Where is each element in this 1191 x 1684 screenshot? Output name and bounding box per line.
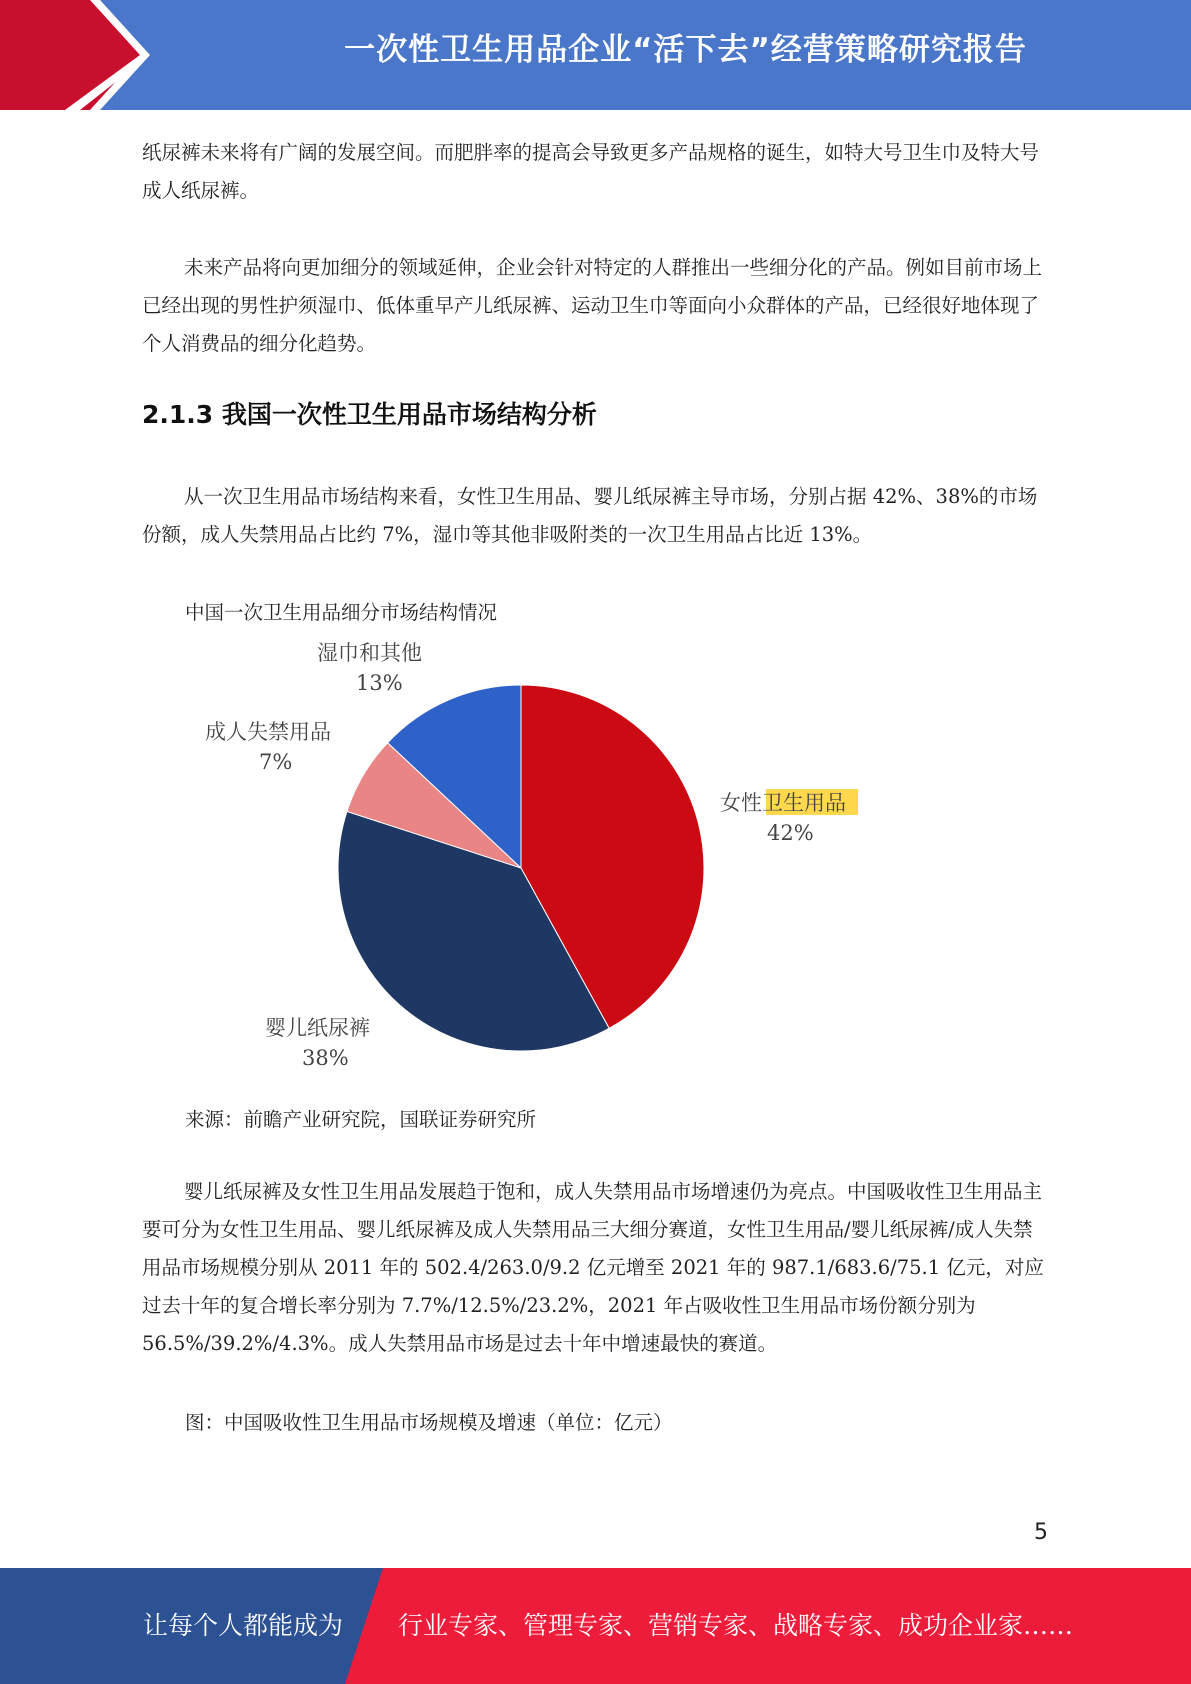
label-baby-diapers-value: 38% bbox=[302, 1046, 349, 1070]
header-arrow-decoration bbox=[0, 0, 200, 110]
pie-slices bbox=[338, 685, 704, 1051]
market-structure-pie-chart bbox=[180, 630, 900, 1080]
paragraph-2: 未来产品将向更加细分的领域延伸，企业会针对特定的人群推出一些细分化的产品。例如目前市场上已经出现的男性护须湿巾、低体重早产儿纸尿裤、运动卫生巾等面向小众群体的产品，已经很好地体现了个人消费品的细分化趋势。 bbox=[142, 256, 1043, 355]
label-baby-diapers-name: 婴儿纸尿裤 bbox=[265, 1016, 370, 1040]
label-wipes-other-name: 湿巾和其他 bbox=[317, 641, 422, 665]
slice-label-adult-incontinence bbox=[205, 720, 331, 774]
label-adult-incontinence-name: 成人失禁用品 bbox=[205, 720, 331, 744]
paragraph-1: 纸尿裤未来将有广阔的发展空间。而肥胖率的提高会导致更多产品规格的诞生，如特大号卫生巾及特大号成人纸尿裤。 bbox=[142, 141, 1040, 202]
label-women-hygiene-name: 女性卫生用品 bbox=[720, 791, 846, 815]
slice-label-wipes-other bbox=[317, 641, 422, 695]
label-wipes-other-value: 13% bbox=[356, 671, 403, 695]
figure-caption: 图：中国吸收性卫生用品市场规模及增速（单位：亿元） bbox=[185, 1411, 673, 1434]
paragraph-4: 婴儿纸尿裤及女性卫生用品发展趋于饱和，成人失禁用品市场增速仍为亮点。中国吸收性卫生用品主要可分为女性卫生用品、婴儿纸尿裤及成人失禁用品三大细分赛道，女性卫生用品/婴儿纸尿裤/成人失禁用品市场规模分别从 2011 年的 502.4/263.0/9.2 亿元增至 2021 年的 987.1/683.6/75.1 亿元，对应过去十年的复合增长率分别为 7.7%/12.5%/23.2%，2021 年占吸收性卫生用品市场份额分别为 56.5%/39.2%/4.3%。成人失禁用品市场是过去十年中增速最快的赛道。 bbox=[142, 1180, 1044, 1355]
page-footer bbox=[0, 1568, 1191, 1684]
slice-label-baby-diapers bbox=[265, 1016, 370, 1070]
chart-caption: 中国一次卫生用品细分市场结构情况 bbox=[185, 601, 498, 624]
section-heading: 2.1.3 我国一次性卫生用品市场结构分析 bbox=[142, 400, 597, 429]
label-adult-incontinence-value: 7% bbox=[259, 750, 293, 774]
footer-slogan-left: 让每个人都能成为 bbox=[143, 1611, 344, 1640]
page-number: 5 bbox=[1034, 1520, 1048, 1545]
chart-source: 来源：前瞻产业研究院，国联证券研究所 bbox=[185, 1108, 537, 1131]
slice-label-women-hygiene bbox=[720, 789, 858, 845]
page-header bbox=[0, 0, 1191, 110]
paragraph-3: 从一次卫生用品市场结构来看，女性卫生用品、婴儿纸尿裤主导市场，分别占据 42%、38%的市场份额，成人失禁用品占比约 7%，湿巾等其他非吸附类的一次卫生用品占比近 13%。 bbox=[142, 485, 1038, 546]
label-women-hygiene-value: 42% bbox=[767, 821, 814, 845]
report-title: 一次性卫生用品企业“活下去”经营策略研究报告 bbox=[344, 32, 1027, 68]
footer-slogan-right: 行业专家、管理专家、营销专家、战略专家、成功企业家…… bbox=[398, 1611, 1074, 1640]
